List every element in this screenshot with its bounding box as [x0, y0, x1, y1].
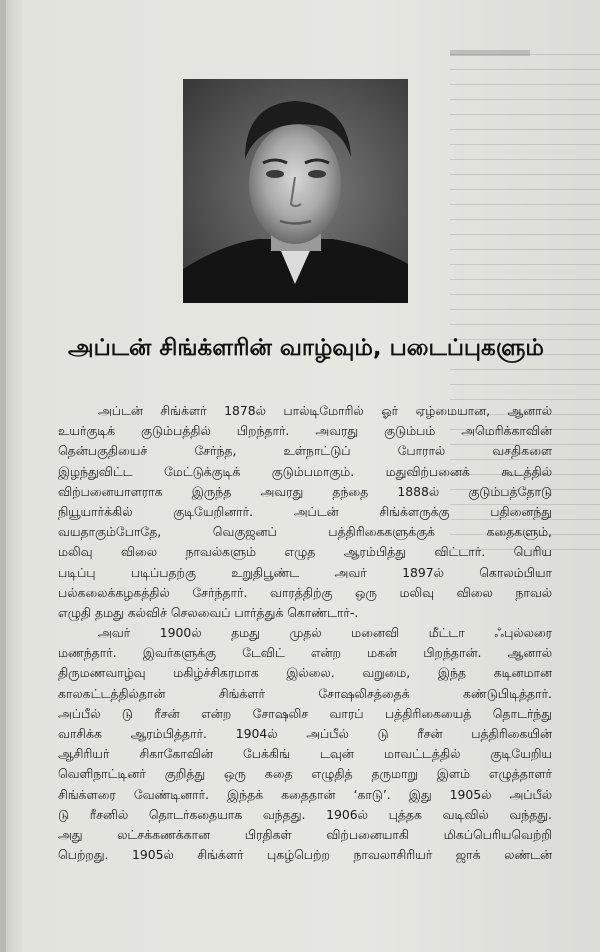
text-line: அப்டன் சிங்க்ளர் 1878ல் பால்டிமோரில் ஓர் ஏழ்மையான, ஆனால்	[98, 403, 552, 418]
portrait-illustration	[183, 79, 408, 303]
text-line: வெளிநாட்டினர் குறித்து ஒரு கதை எழுதித் தருமாறு இளம் எழுத்தாளர்	[58, 766, 552, 782]
book-page	[6, 0, 600, 952]
text-line: பெற்றது. 1905ல் சிங்க்ளர் புகழ்பெற்ற நாவலாசிரியர் ஜாக் லண்டன்	[58, 847, 552, 863]
text-line: இழந்துவிட்ட மேட்டுக்குடிக் குடும்பமாகும். மதுவிற்பனைக் கூடத்தில்	[58, 463, 552, 479]
paragraph-1	[58, 401, 552, 623]
text-line: திருமணவாழ்வு மகிழ்ச்சிகரமாக இல்லை. வறுமை, இந்த கடினமான	[58, 665, 552, 681]
body-text	[58, 401, 552, 865]
text-line: மலிவு விலை நாவல்களும் எழுத ஆரம்பித்து விட்டார். பெரிய	[58, 544, 552, 560]
text-line: படிப்பு படிப்பதற்கு உறுதிபூண்ட அவர் 1897ல் கொலம்பியா	[58, 564, 552, 580]
text-line: பல்கலைக்கழகத்தில் சேர்ந்தார். வாரத்திற்கு ஒரு மலிவு விலை நாவல்	[58, 584, 552, 600]
text-line: காலகட்டத்தில்தான் சிங்க்ளர் சோஷலிசத்தைக் கண்டுபிடித்தார்.	[58, 685, 552, 701]
author-portrait-photo	[183, 79, 408, 303]
paragraph-2	[58, 623, 552, 865]
text-line: வயதாகும்போதே, வெகுஜனப் பத்திரிகைகளுக்குக் கதைகளும்,	[58, 524, 552, 540]
text-line: மணந்தார். இவர்களுக்கு டேவிட் என்ற மகன் பிறந்தான். ஆனால்	[58, 645, 552, 661]
text-line: அப்பீல் டு ரீசன் என்ற சோஷலிச வாரப் பத்திரிகையைத் தொடர்ந்து	[58, 705, 552, 721]
text-line: சிங்க்ளரை வேண்டினார். இந்தக் கதைதான் ‘காடு’. இது 1905ல் அப்பீல்	[58, 786, 552, 802]
text-line: அது லட்சக்கணக்கான பிரதிகள் விற்பனையாகி மிகப்பெரியவெற்றி	[58, 826, 552, 842]
text-line: டு ரீசனில் தொடர்கதையாக வந்தது. 1906ல் புத்தக வடிவில் வந்தது.	[58, 806, 552, 822]
text-line: உயர்குடிக் குடும்பத்தில் பிறந்தார். அவரது குடும்பம் அமெரிக்காவின்	[58, 423, 552, 439]
chapter-title: அப்டன் சிங்க்ளரின் வாழ்வும், படைப்புகளும்	[68, 335, 544, 361]
text-line: விற்பனையாளராக இருந்த அவரது தந்தை 1888ல் குடும்பத்தோடு	[58, 483, 552, 499]
text-line: தென்பகுதியைச் சேர்ந்த, உள்நாட்டுப் போரால் வசதிகளை	[58, 443, 552, 459]
text-line: அவர் 1900ல் தமது முதல் மனைவி மீட்டா ஃபுல்லரை	[98, 625, 552, 641]
text-line: எழுதி தமது கல்விச் செலவைப் பார்த்துக் கொண்டார்-.	[58, 604, 359, 620]
text-line: நியூயார்க்கில் குடியேறினார். அப்டன் சிங்க்ளருக்கு பதினைந்து	[58, 503, 552, 519]
text-line: ஆசிரியர் சிகாகோவின் பேக்கிங் டவுன் மாவட்டத்தில் குடியேறிய	[58, 746, 552, 762]
text-line: வாசிக்க ஆரம்பித்தார். 1904ல் அப்பீல் டு ரீசன் பத்திரிகையின்	[58, 726, 552, 741]
